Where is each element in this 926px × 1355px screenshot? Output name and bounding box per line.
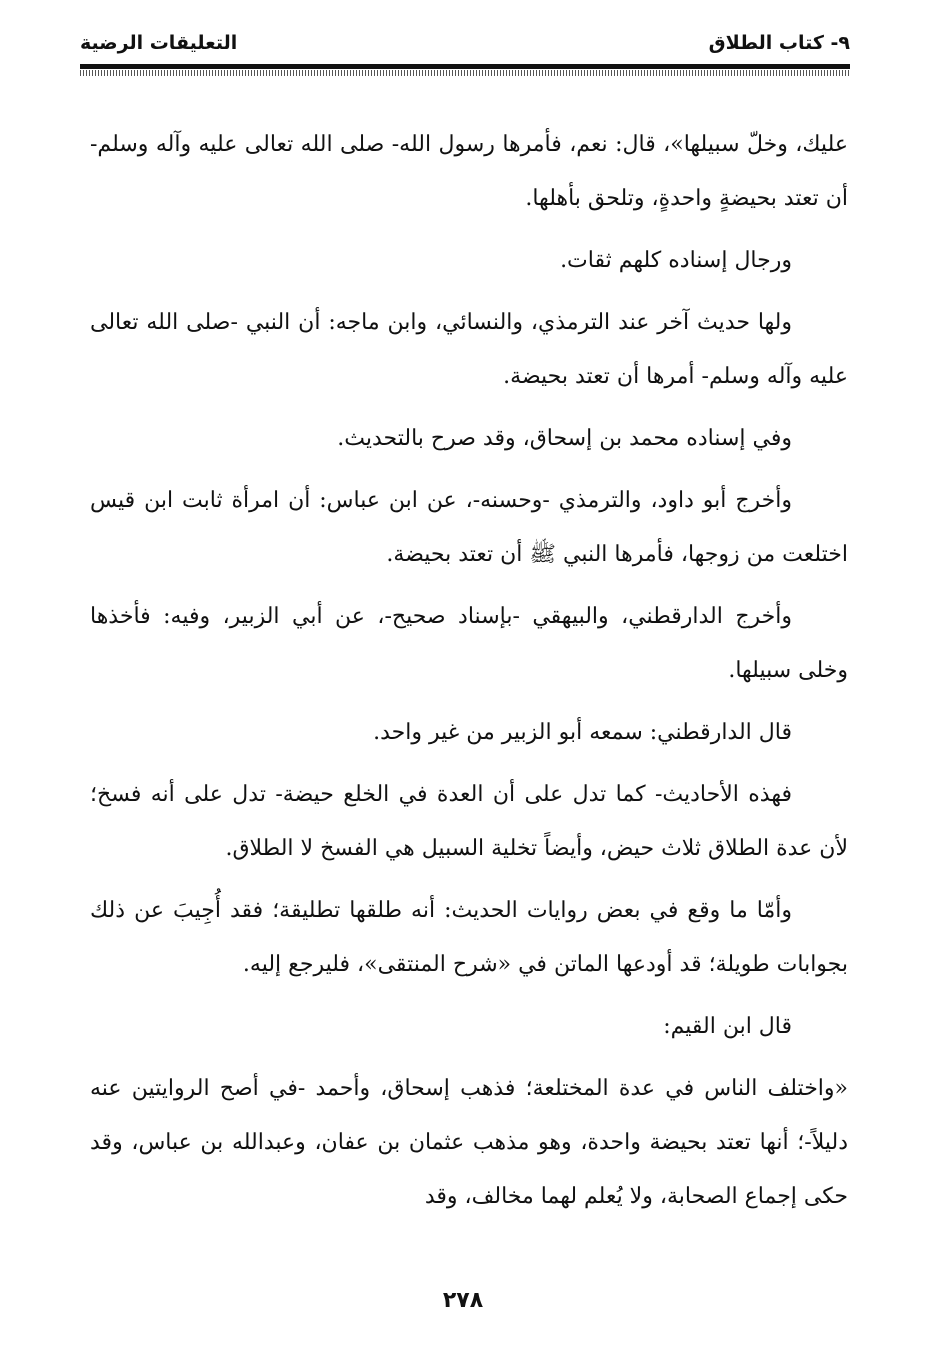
header-rule [80, 64, 850, 69]
running-header [80, 30, 850, 64]
paragraph: وأمّا ما وقع في بعض روايات الحديث: أنه طلقها تطليقة؛ فقد أُجِيبَ عن ذلك بجوابات طويلة؛ قد أودعها الماتن في «شرح المنتقى»، فليرجع إليه. [90, 898, 848, 977]
chapter-title: ٩- كتاب الطلاق [708, 32, 850, 54]
paragraph: وفي إسناده محمد بن إسحاق، وقد صرح بالتحديث. [337, 426, 792, 451]
header-hatch-rule [80, 70, 850, 76]
paragraph: قال ابن القيم: [663, 1014, 792, 1039]
body-text [90, 118, 848, 1224]
book-title: التعليقات الرضية [80, 32, 238, 54]
paragraph: ورجال إسناده كلهم ثقات. [560, 248, 792, 273]
paragraph: قال الدارقطني: سمعه أبو الزبير من غير واحد. [373, 720, 792, 745]
paragraph: عليك، وخلّ سبيلها»، قال: نعم، فأمرها رسول الله- صلى الله تعالى عليه وآله وسلم- أن تعتد بحيضةٍ واحدةٍ، وتلحق بأهلها. [90, 132, 848, 211]
paragraph: وأخرج أبو داود، والترمذي -وحسنه-، عن ابن عباس: أن امرأة ثابت ابن قيس اختلعت من زوجها، فأمرها النبي ﷺ أن تعتد بحيضة. [90, 488, 848, 567]
paragraph: وأخرج الدارقطني، والبيهقي -بإسناد صحيح-، عن أبي الزبير، وفيه: فأخذها وخلى سبيلها. [90, 604, 848, 683]
paragraph: «واختلف الناس في عدة المختلعة؛ فذهب إسحاق، وأحمد -في أصح الروايتين عنه دليلاً-؛ أنها تعتد بحيضة واحدة، وهو مذهب عثمان بن عفان، وعبدالله بن عباس، وقد حكى إجماع الصحابة، ولا يُعلم لهما مخالف، وقد [90, 1076, 848, 1209]
page-number: ٢٧٨ [442, 1288, 484, 1313]
paragraph: ولها حديث آخر عند الترمذي، والنسائي، وابن ماجه: أن النبي -صلى الله تعالى عليه وآله وسلم- أمرها أن تعتد بحيضة. [90, 310, 848, 389]
paragraph: فهذه الأحاديث- كما تدل على أن العدة في الخلع حيضة- تدل على أنه فسخ؛ لأن عدة الطلاق ثلاث حيض، وأيضاً تخلية السبيل هي الفسخ لا الطلاق. [90, 782, 848, 861]
